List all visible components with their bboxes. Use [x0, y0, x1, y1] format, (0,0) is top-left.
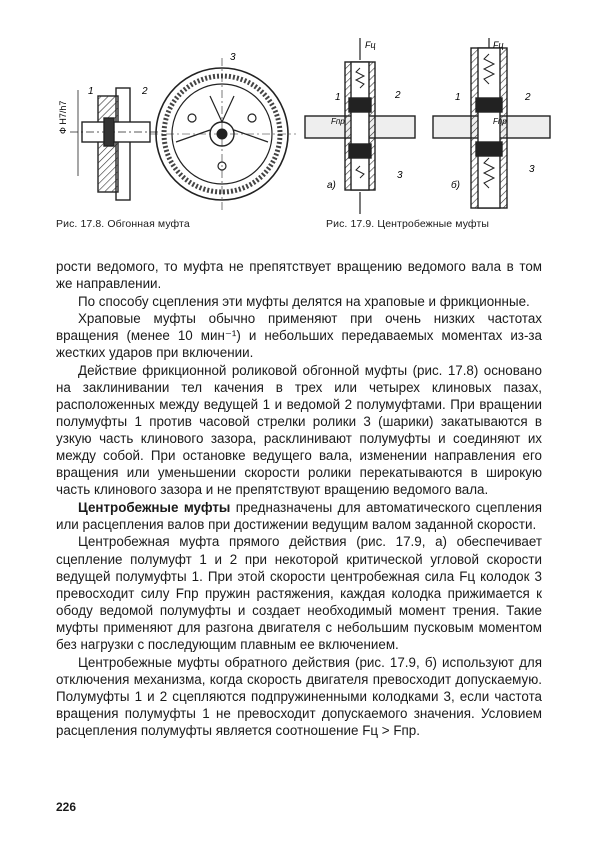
paragraph-3: Храповые муфты обычно применяют при очень низких частотах вращения (менее 10 мин⁻¹) и небольших передаваемых моментах из-за жестких ударов при включении. — [56, 311, 542, 361]
fpr-label-a: Fпр — [331, 117, 345, 126]
label-1: 1 — [88, 86, 94, 97]
figure-17-8-drawing — [60, 38, 290, 213]
label-2-b: 2 — [525, 92, 531, 103]
term-centrifugal-clutches: Центробежные муфты — [78, 499, 231, 515]
paragraph-2: По способу сцепления эти муфты делятся на храповые и фрикционные. — [78, 293, 530, 309]
paragraph-1: рости ведомого, то муфта не препятствует вращению ведомого вала в том же направлении. — [56, 259, 542, 292]
figure-17-9-caption: Рис. 17.9. Центробежные муфты — [326, 218, 489, 230]
paragraph-5 — [56, 499, 542, 533]
label-1-a: 1 — [335, 92, 341, 103]
clutch-a — [305, 38, 415, 214]
label-3-b: 3 — [529, 164, 535, 175]
label-2: 2 — [142, 86, 148, 97]
fpr-label-b: Fпр — [493, 117, 507, 126]
body-text — [56, 258, 542, 739]
paragraph-6: Центробежная муфта прямого действия (рис. 17.9, а) обеспечивает сцепление полумуфт 1 и 2 при некоторой критической угловой скорости ведущей полумуфты 1. При этой скорости центробежная сила Fц колодок 3 превосходит силу Fпр пружин растяжения, каждая колодка прижимается к ободу ведомой полумуфты и создает необходимый момент трения. Такие муфты применяют для разгона двигателя с небольшим пусковым моментом без нагрузки с последующим плавным ее включением. — [56, 534, 542, 653]
figure-17-9-drawing — [305, 38, 550, 216]
label-3: 3 — [230, 52, 236, 63]
label-2-a: 2 — [395, 90, 401, 101]
page-number: 226 — [56, 800, 77, 814]
label-1-b: 1 — [455, 92, 461, 103]
label-3-a: 3 — [397, 170, 403, 181]
paragraph-7: Центробежные муфты обратного действия (рис. 17.9, б) используют для отключения механизма, когда скорость двигателя превосходит допускаемую. Полумуфты 1 и 2 сцепляются подпружиненными колодками 3, если частота вращения полумуфты 1 не превосходит допускаемого значения. Условием расцепления полумуфты является соотношение Fц > Fпр. — [56, 654, 542, 738]
figure-17-8-caption: Рис. 17.8. Обгонная муфта — [56, 218, 190, 230]
paragraph-5-rest: предназначены для автоматического сцепления или расцепления валов при достижении ведущим валом заданной скорости. — [56, 499, 542, 532]
front-view — [150, 58, 296, 210]
subfig-a: а) — [327, 180, 336, 191]
fc-label-a: Fц — [365, 40, 376, 50]
side-section — [70, 88, 160, 200]
dim-label: Ф H7/h7 — [58, 100, 68, 134]
fc-label-b: Fц — [493, 40, 504, 50]
subfig-b: б) — [451, 180, 460, 191]
paragraph-4: Действие фрикционной роликовой обгонной муфты (рис. 17.8) основано на заклинивании тел качения в трех или четырех клиновых пазах, расположенных между ведущей 1 и ведомой 2 полумуфтами. При вращении полумуфты 1 против часовой стрелки ролики 3 (шарики) закатываются в узкую часть клинового зазора, расклинивают полумуфты и соединяют их между собой. При остановке ведущего вала, изменении направления его вращения или уменьшении скорости ролики перекатываются в широкую часть клинового зазора и не препятствуют вращению ведомого вала. — [56, 362, 542, 498]
